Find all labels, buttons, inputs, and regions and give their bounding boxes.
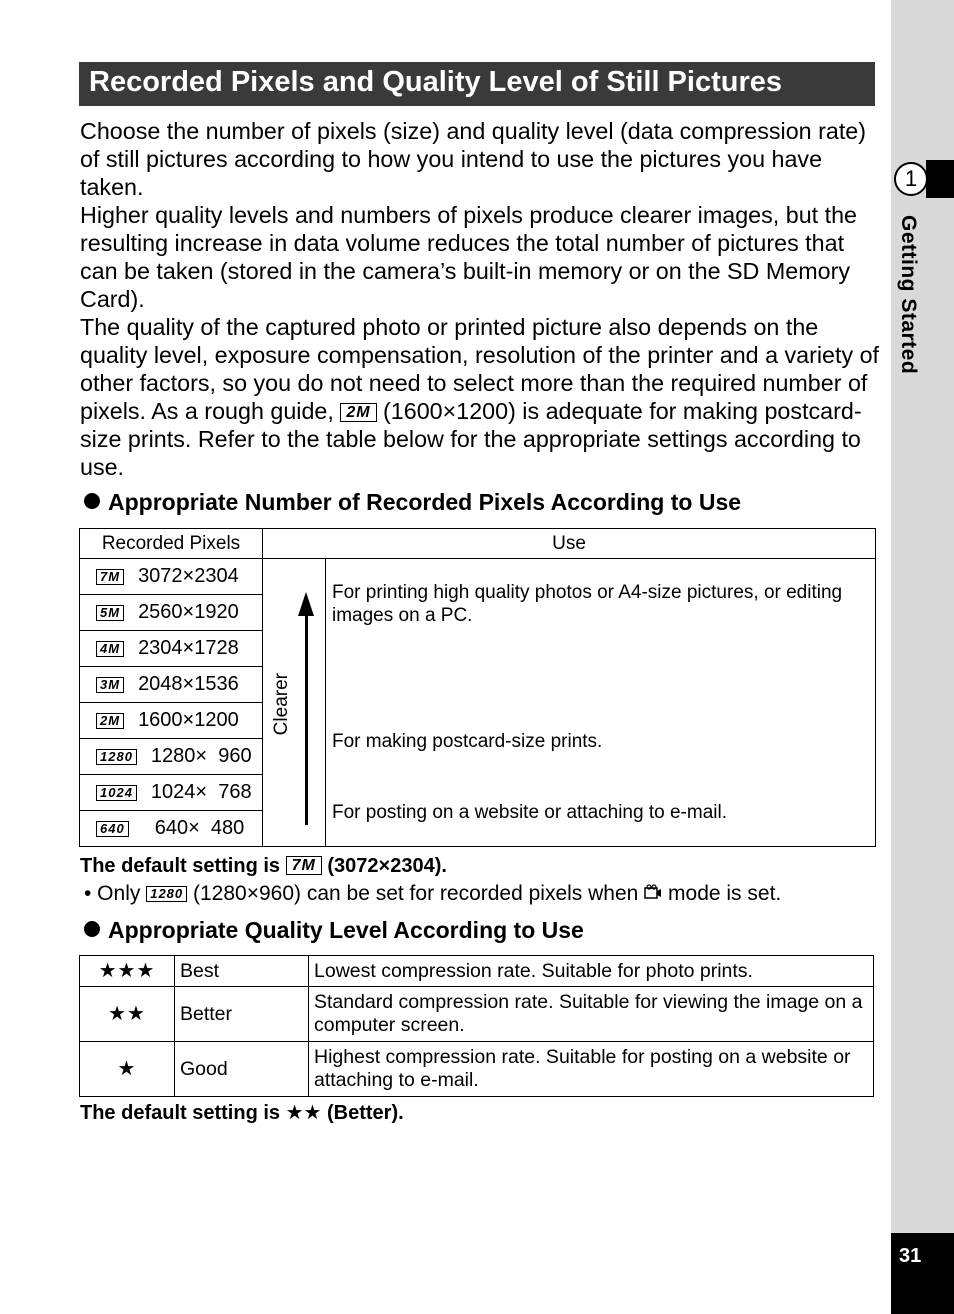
chapter-tab: [892, 160, 954, 198]
quality-default-note: The default setting is ★★ (Better).: [80, 1102, 404, 1124]
quality-desc: Standard compression rate. Suitable for viewing the image on a computer screen.: [309, 987, 874, 1042]
pixels-heading: Appropriate Number of Recorded Pixels According to Use: [84, 489, 741, 516]
pixels-640-icon: 640: [96, 821, 129, 837]
intro-text: [80, 117, 880, 481]
quality-level: Good: [175, 1042, 309, 1097]
use-website: For posting on a website or attaching to e-mail.: [332, 802, 727, 823]
use-postcard: For making postcard-size prints.: [332, 731, 603, 752]
pixels-1024-icon: 1024: [96, 785, 137, 801]
table-row: 7M 3072×2304 Clearer For printing high quality photos or A4-size pictures, or editing images on a PC. For making postcard-size prints. For posting on a website or attaching to e-mail.: [80, 559, 876, 595]
pixels-5m-icon: 5M: [96, 605, 124, 621]
table-row: 2M 1600×1200: [80, 703, 876, 739]
table-row: 1024 1024× 768: [80, 775, 876, 811]
pixels-4m-icon: 4M: [96, 641, 124, 657]
pixels-table: [79, 528, 876, 847]
page-number: 31: [891, 1233, 954, 1314]
arrow-line: [305, 613, 308, 825]
pixels-2m-icon: 2M: [96, 713, 124, 729]
chapter-label: Getting Started: [897, 215, 920, 375]
intro-paragraph-1: Choose the number of pixels (size) and quality level (data compression rate) of still pictures according to how you intend to use the pictures you have taken.: [80, 118, 867, 200]
table-row: [80, 987, 874, 1042]
use-high-quality: For printing high quality photos or A4-size pictures, or editing images on a PC.: [332, 582, 843, 626]
quality-stars: ★★: [80, 987, 175, 1042]
chapter-tab-bar: [926, 160, 954, 198]
title-bar: [79, 62, 875, 106]
chapter-number: 1: [894, 162, 928, 196]
pixels-7m-icon: 7M: [96, 569, 124, 585]
quality-level: Best: [175, 956, 309, 987]
quality-desc: Lowest compression rate. Suitable for photo prints.: [309, 956, 874, 987]
table-row: 4M 2304×1728: [80, 631, 876, 667]
col-recorded-pixels: Recorded Pixels: [80, 529, 263, 559]
pixels-7m-icon: 7M: [286, 856, 322, 875]
table-row: 1280 1280× 960: [80, 739, 876, 775]
col-use: Use: [263, 529, 876, 559]
bullet-icon: [84, 921, 100, 937]
movie-mode-icon: [644, 884, 662, 902]
intro-paragraph-2: Higher quality levels and numbers of pixels produce clearer images, but the resulting increase in data volume reduces the total number of pictures that can be taken (stored in the camera’s built-in memory or on the SD Memory Card).: [80, 202, 857, 312]
table-row: [80, 956, 874, 987]
clearer-label: Clearer: [271, 673, 292, 736]
table-row: 5M 2560×1920: [80, 595, 876, 631]
table-row: [80, 1042, 874, 1097]
intro-paragraph-3: The quality of the captured photo or printed picture also depends on the quality level, exposure compensation, resolution of the printer and a variety of other factors, so you do not need to select more than the required number of pixels. As a rough guide, 2M (1600×1200) is adequate for making postcard-size prints. Refer to the table below for the appropriate settings according to use.: [80, 314, 880, 480]
pixels-3m-icon: 3M: [96, 677, 124, 693]
quality-table: [79, 955, 874, 1097]
quality-stars: ★: [80, 1042, 175, 1097]
clearer-arrow-cell: [263, 559, 326, 847]
use-cell: [326, 559, 876, 847]
pixels-bullet-note: • Only 1280 (1280×960) can be set for recorded pixels when mode is set.: [84, 882, 782, 905]
quality-level: Better: [175, 987, 309, 1042]
bullet-icon: [84, 493, 100, 509]
table-row: 3M 2048×1536: [80, 667, 876, 703]
quality-desc: Highest compression rate. Suitable for posting on a website or attaching to e-mail.: [309, 1042, 874, 1097]
page-title: Recorded Pixels and Quality Level of Still Pictures: [89, 66, 782, 98]
pixels-1280-icon: 1280: [146, 886, 187, 902]
table-row: 640 640× 480: [80, 811, 876, 847]
quality-heading: Appropriate Quality Level According to Use: [84, 917, 584, 944]
pixels-2m-icon: 2M: [340, 403, 376, 422]
pixels-default-note: The default setting is 7M (3072×2304).: [80, 855, 447, 877]
quality-stars: ★★★: [80, 956, 175, 987]
pixels-1280-icon: 1280: [96, 749, 137, 765]
